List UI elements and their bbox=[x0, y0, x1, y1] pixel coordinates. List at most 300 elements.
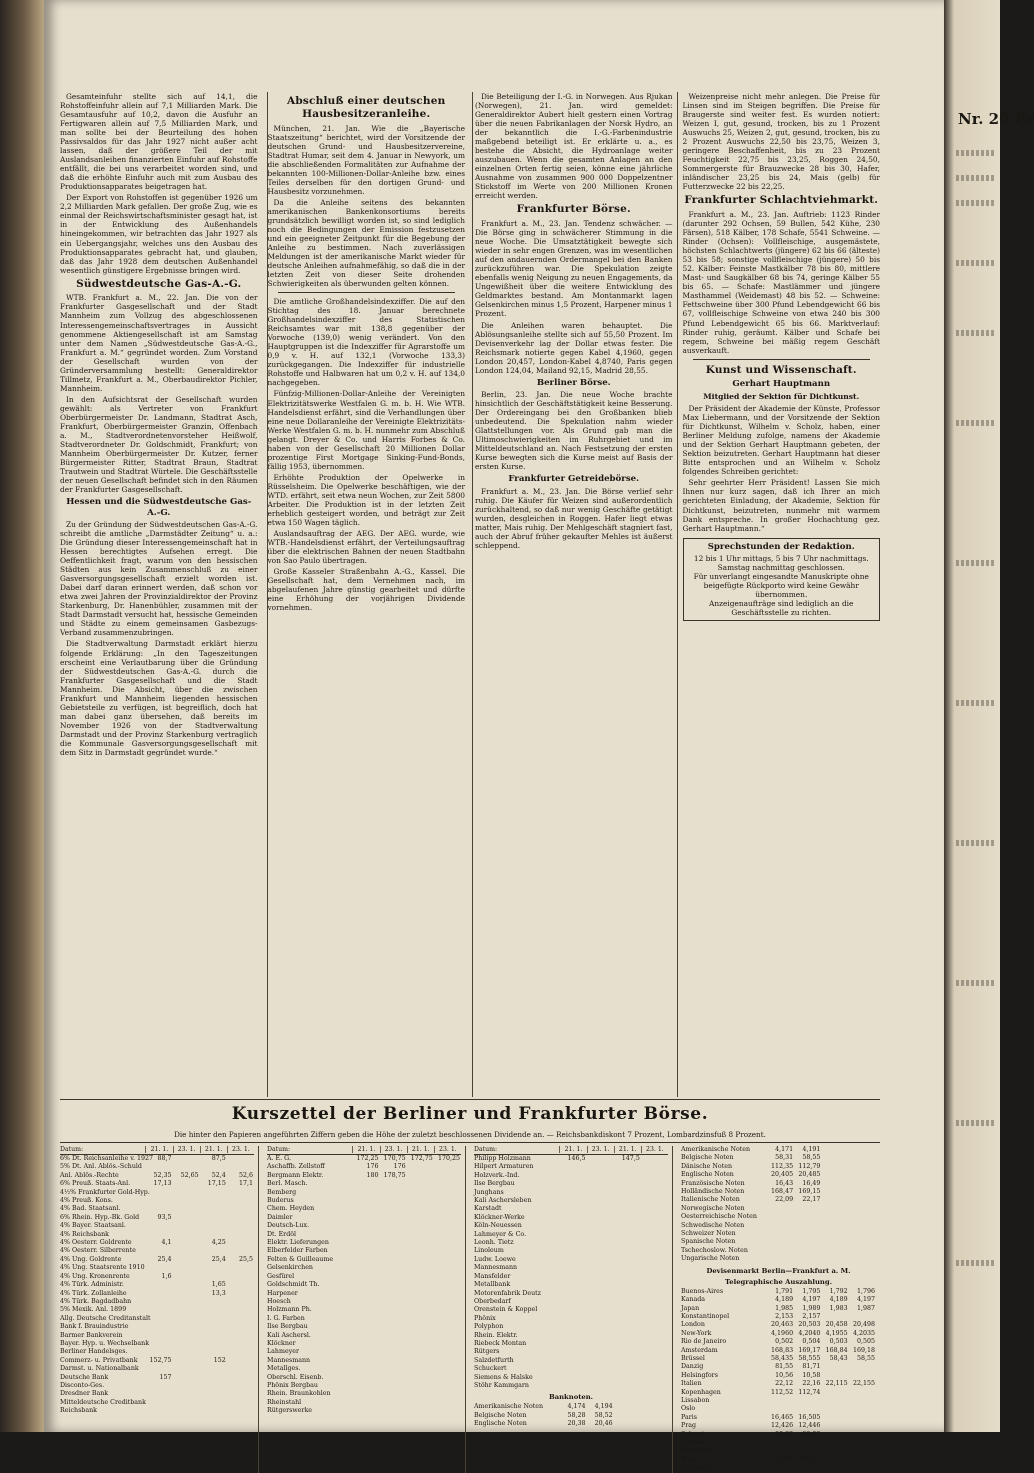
quote-value bbox=[145, 1163, 172, 1171]
quote-row bbox=[681, 1288, 876, 1296]
security-name: I. G. Farben bbox=[267, 1314, 305, 1322]
quote-value bbox=[407, 1348, 434, 1356]
separator bbox=[693, 359, 871, 360]
quote-value bbox=[227, 1315, 254, 1323]
security-name: Metallbank bbox=[474, 1281, 511, 1289]
security-name: Deutsch-Lux. bbox=[267, 1222, 310, 1230]
quote-value bbox=[587, 1281, 614, 1289]
text-stub bbox=[956, 330, 996, 336]
quote-row bbox=[267, 1399, 461, 1407]
quote-row bbox=[267, 1197, 461, 1205]
security-name: Holzverk.-Ind. bbox=[474, 1171, 520, 1179]
quote-row bbox=[681, 1171, 876, 1179]
quote-value bbox=[380, 1214, 407, 1222]
quote-value: 1,796 bbox=[856, 1287, 875, 1295]
quote-row bbox=[474, 1357, 668, 1365]
quote-row bbox=[60, 1323, 254, 1331]
quote-value: 20,46 bbox=[594, 1420, 613, 1428]
quote-value bbox=[587, 1382, 614, 1390]
security-name: Bergmann Elektr. bbox=[267, 1171, 324, 1179]
quote-value bbox=[794, 1230, 821, 1238]
quote-value bbox=[641, 1420, 668, 1428]
quote-value: 168,83 bbox=[771, 1346, 794, 1354]
quote-value bbox=[352, 1399, 379, 1407]
quote-value bbox=[352, 1298, 379, 1306]
quote-value bbox=[849, 1196, 876, 1204]
quote-value bbox=[227, 1407, 254, 1415]
market-table-title: Kurszettel der Berliner und Frankfurter Börse. bbox=[231, 1104, 709, 1124]
quote-value bbox=[587, 1180, 614, 1188]
article-heading: Frankfurter Schlachtviehmarkt. bbox=[684, 194, 879, 207]
quote-value bbox=[200, 1315, 227, 1323]
quote-value bbox=[587, 1205, 614, 1213]
quote-value bbox=[849, 1171, 876, 1179]
quote-value bbox=[587, 1222, 614, 1230]
quote-row bbox=[474, 1374, 668, 1382]
security-name: Ludw. Loewe bbox=[474, 1255, 516, 1263]
quote-value bbox=[559, 1323, 586, 1331]
editorial-notice-box bbox=[683, 538, 881, 622]
quote-value bbox=[173, 1315, 200, 1323]
quote-value bbox=[434, 1197, 461, 1205]
security-name: Amerikanische Noten bbox=[681, 1146, 751, 1153]
quote-value bbox=[352, 1189, 379, 1197]
quote-value: 169,15 bbox=[798, 1188, 821, 1196]
quote-value bbox=[587, 1264, 614, 1272]
header-date: 21. 1. bbox=[614, 1146, 641, 1153]
quote-value bbox=[145, 1231, 172, 1239]
quote-value bbox=[407, 1222, 434, 1230]
quote-value bbox=[434, 1205, 461, 1213]
security-name: 4% Reichsbank bbox=[60, 1230, 109, 1238]
quote-value bbox=[767, 1397, 794, 1405]
quote-value bbox=[407, 1264, 434, 1272]
quote-value bbox=[407, 1172, 434, 1180]
quote-value bbox=[614, 1172, 641, 1180]
article-paragraph: Die Beteiligung der I.-G. in Norwegen. Aus Rjukan (Norwegen), 21. Jan. wird gemeldet: Generaldirektor Aubert hielt gestern einen Vortrag über die neuen Fabrikanlagen der Norsk Hydro, an der bekanntlich die I.-G.-Farbenindustrie maßgebend beteiligt ist. Er erklärte u. a., es bestehe die Absicht, die Hydroanlage weiter auszubauen. Wenn die gesamten Anlagen an den einzelnen Orten fertig seien, könne eine jährliche Ausnahme von zusammen 900 000 Doppelzentner Stickstoff im Werte von 200 Millionen Kronen erreicht werden. bbox=[475, 92, 673, 201]
security-name: 4% Ung. Goldrente bbox=[60, 1255, 122, 1263]
quote-value bbox=[173, 1332, 200, 1340]
quote-value bbox=[587, 1172, 614, 1180]
quote-value bbox=[767, 1213, 794, 1221]
quote-row bbox=[474, 1403, 668, 1411]
quote-value bbox=[380, 1365, 407, 1373]
quote-value bbox=[200, 1231, 227, 1239]
quote-value bbox=[559, 1281, 586, 1289]
quote-row bbox=[474, 1348, 668, 1356]
quote-value bbox=[821, 1247, 848, 1255]
text-stub bbox=[956, 1120, 996, 1126]
quote-value bbox=[173, 1365, 200, 1373]
quote-value bbox=[614, 1214, 641, 1222]
quote-value bbox=[352, 1390, 379, 1398]
quote-value bbox=[380, 1273, 407, 1281]
quote-row bbox=[60, 1222, 254, 1230]
security-name: Italienische Noten bbox=[681, 1196, 740, 1204]
quote-row bbox=[267, 1281, 461, 1289]
security-name: Gelsenkirchen bbox=[267, 1264, 313, 1272]
quote-row bbox=[267, 1382, 461, 1390]
quote-value bbox=[614, 1298, 641, 1306]
quote-value bbox=[641, 1247, 668, 1255]
quote-row bbox=[681, 1205, 876, 1213]
quote-value bbox=[434, 1264, 461, 1272]
quote-value bbox=[380, 1222, 407, 1230]
quote-value bbox=[559, 1214, 586, 1222]
quote-value bbox=[407, 1205, 434, 1213]
security-name: Englische Noten bbox=[474, 1420, 527, 1428]
header-date: 23. 1. bbox=[173, 1146, 200, 1153]
quote-value bbox=[200, 1214, 227, 1222]
quote-value bbox=[352, 1357, 379, 1365]
quote-value: 4,2035 bbox=[852, 1329, 875, 1337]
security-name: Paris bbox=[681, 1413, 697, 1421]
quote-value bbox=[821, 1180, 848, 1188]
quote-row bbox=[474, 1273, 668, 1281]
quote-row bbox=[60, 1407, 254, 1415]
quote-row bbox=[60, 1332, 254, 1340]
quote-value bbox=[587, 1323, 614, 1331]
quote-value bbox=[587, 1348, 614, 1356]
quote-value bbox=[614, 1256, 641, 1264]
quote-value bbox=[434, 1256, 461, 1264]
quote-value: 81,71 bbox=[802, 1363, 821, 1371]
security-name: Reichsbank bbox=[60, 1407, 97, 1415]
quote-row bbox=[681, 1296, 876, 1304]
quote-value bbox=[641, 1365, 668, 1373]
quote-value bbox=[434, 1189, 461, 1197]
quote-value: 0,502 bbox=[775, 1338, 794, 1346]
quote-value bbox=[352, 1239, 379, 1247]
quote-value: 58,28 bbox=[567, 1411, 586, 1419]
quote-value: 52,35 bbox=[153, 1171, 172, 1179]
quote-value: 4,189 bbox=[829, 1296, 848, 1304]
quote-row bbox=[267, 1155, 461, 1163]
quote-value bbox=[434, 1390, 461, 1398]
quote-row bbox=[474, 1239, 668, 1247]
quote-value bbox=[352, 1222, 379, 1230]
quote-value bbox=[380, 1306, 407, 1314]
quote-value bbox=[849, 1188, 876, 1196]
quote-value bbox=[587, 1374, 614, 1382]
column-1 bbox=[60, 92, 258, 1097]
article-paragraph: Frankfurt a. M., 23. Jan. Auftrieb: 1123 Rinder (darunter 292 Ochsen, 59 Bullen, 542 Kühe, 230 Färsen), 518 Kälber, 178 Schafe, 5541 Schweine. — Rinder (Ochsen): Vollfleischige, ausgemästete, höchsten Schlachtwerts (jüngere) 62 bis 66 (älteste) 53 bis 58; sonstige vollfleischige (jüngere) 50 bis 52. Kälber: Feinste Mastkälber 78 bis 80, mittlere Mast- und Saugkälber 68 bis 74, geringe Kälber 55 bis 65. — Schafe: Mastlämmer und jüngere Masthammel (Weidemast) 48 bis 52. — Schweine: Fettschweine über 300 Pfund Lebendgewicht 66 bis 67, vollfleischige Schweine von etwa 240 bis 300 Pfund Lebendgewicht 65 bis 66. Marktverlauf: Rinder ruhig, geräumt. Kälber und Schafe bei regem, Schweine bei mäßig regem Geschäft ausverkauft. bbox=[682, 210, 880, 355]
quote-row bbox=[60, 1172, 254, 1180]
quote-row bbox=[267, 1290, 461, 1298]
quote-value bbox=[821, 1255, 848, 1263]
quote-row bbox=[60, 1357, 254, 1365]
quote-row bbox=[474, 1298, 668, 1306]
quote-value bbox=[407, 1382, 434, 1390]
quote-value bbox=[200, 1205, 227, 1213]
quote-value: 22,09 bbox=[775, 1196, 794, 1204]
quote-value: 58,31 bbox=[775, 1154, 794, 1162]
security-name: Danzig bbox=[681, 1363, 704, 1371]
quote-value bbox=[227, 1163, 254, 1171]
quote-value: 22,16 bbox=[802, 1380, 821, 1388]
quote-value bbox=[587, 1247, 614, 1255]
quote-value bbox=[227, 1390, 254, 1398]
market-table-subtitle: Die hinter den Papieren angeführten Ziffern geben die Höhe der zuletzt beschlossenen Dividende an. — Reichsbankdiskont 7 Prozent, Lombardzinsfuß 8 Prozent. bbox=[174, 1130, 766, 1139]
quote-value bbox=[849, 1363, 876, 1371]
quote-value bbox=[380, 1374, 407, 1382]
quote-value bbox=[352, 1256, 379, 1264]
quote-value: 172,25 bbox=[356, 1155, 379, 1162]
quote-value bbox=[173, 1222, 200, 1230]
section-rule bbox=[60, 1099, 880, 1100]
quote-value bbox=[849, 1247, 876, 1255]
quote-value bbox=[614, 1222, 641, 1230]
quote-value: 12,446 bbox=[798, 1422, 821, 1430]
security-name: Deutsche Bank bbox=[60, 1373, 109, 1381]
quote-row bbox=[474, 1281, 668, 1289]
quote-row bbox=[267, 1264, 461, 1272]
security-name: Berl. Masch. bbox=[267, 1180, 308, 1188]
quote-value bbox=[380, 1290, 407, 1298]
quote-value bbox=[145, 1315, 172, 1323]
quote-value bbox=[849, 1439, 876, 1447]
quote-value bbox=[227, 1222, 254, 1230]
quote-value bbox=[641, 1340, 668, 1348]
security-name: Holzmann Ph. bbox=[267, 1306, 312, 1314]
quote-value: 88,7 bbox=[157, 1155, 172, 1162]
quote-value bbox=[821, 1363, 848, 1371]
quote-row bbox=[681, 1213, 876, 1221]
quote-row bbox=[60, 1340, 254, 1348]
quote-row bbox=[267, 1315, 461, 1323]
quote-row bbox=[474, 1382, 668, 1390]
security-name: Elektr. Lieferungen bbox=[267, 1239, 329, 1247]
security-name: Siemens & Halske bbox=[474, 1373, 533, 1381]
quote-row bbox=[681, 1363, 876, 1371]
quote-value bbox=[794, 1464, 821, 1472]
quote-row bbox=[474, 1214, 668, 1222]
quote-value bbox=[641, 1264, 668, 1272]
quote-value bbox=[200, 1163, 227, 1171]
quote-value: 4,191 bbox=[802, 1146, 821, 1153]
quote-value bbox=[145, 1332, 172, 1340]
quote-value: 1,6 bbox=[161, 1272, 172, 1280]
quote-value bbox=[614, 1306, 641, 1314]
security-name: New-York bbox=[681, 1329, 712, 1337]
quote-value bbox=[380, 1348, 407, 1356]
quote-row bbox=[681, 1439, 876, 1447]
quote-value bbox=[641, 1273, 668, 1281]
quote-value bbox=[767, 1230, 794, 1238]
quote-row bbox=[60, 1155, 254, 1163]
security-name: 4% Oesterr. Silberrente bbox=[60, 1247, 136, 1255]
quote-value bbox=[614, 1231, 641, 1239]
header-date: 21. 1. bbox=[352, 1146, 379, 1153]
text-stub bbox=[956, 175, 996, 181]
quote-value bbox=[559, 1290, 586, 1298]
quote-row bbox=[474, 1172, 668, 1180]
quote-value bbox=[641, 1323, 668, 1331]
quote-row bbox=[681, 1188, 876, 1196]
quote-row bbox=[267, 1340, 461, 1348]
security-name: 6% Preuß. Staats-Anl. bbox=[60, 1180, 131, 1188]
quote-rows bbox=[60, 1155, 254, 1416]
article-paragraph: München, 21. Jan. Wie die „Bayerische Staatszeitung“ berichtet, wird der Vorsitzende der deutschen Grund- und Hausbesitzervereine, Stadtrat Humar, seit dem 4. Januar in Newyork, um die abschließenden Formalitäten zur Aufnahme der bekannten 100-Millionen-Dollar-Anleihe bzw. eines Teiles derselben für den dortigen Grund- und Hausbesitz vorzunehmen. bbox=[267, 123, 465, 196]
quote-value bbox=[434, 1163, 461, 1171]
quote-row bbox=[681, 1355, 876, 1363]
quote-value bbox=[614, 1348, 641, 1356]
quote-value bbox=[145, 1222, 172, 1230]
quote-value bbox=[227, 1323, 254, 1331]
article-paragraph: Frankfurt a. M., 23. Jan. Tendenz schwächer. — Die Börse ging in schwächerer Stimmung in die neue Woche. Die Umsatztätigkeit bewegte sich wieder in sehr engen Grenzen, was im wesentlichen auf den andauernden Ordermangel bei den Banken zurückzuführen war. Die Spekulation zeigte ebenfalls wenig Neigung zu neuen Engagements, da Ungewißheit über die weitere Entwicklung des Geldmarktes bestand. Am Montanmarkt lagen Gelsenkirchen minus 1,5 Prozent, Harpener minus 1 Prozent. bbox=[475, 219, 673, 319]
quote-value bbox=[821, 1372, 848, 1380]
quote-value: 58,43 bbox=[829, 1354, 848, 1362]
quote-value: 16,43 bbox=[775, 1179, 794, 1187]
quote-value bbox=[407, 1256, 434, 1264]
quote-row bbox=[267, 1247, 461, 1255]
quote-value bbox=[641, 1180, 668, 1188]
quote-value bbox=[407, 1357, 434, 1365]
quote-value: 112,74 bbox=[798, 1388, 821, 1396]
quote-header bbox=[474, 1146, 668, 1155]
security-name: Salzdetfurth bbox=[474, 1356, 514, 1364]
quote-value bbox=[849, 1405, 876, 1413]
quote-rows bbox=[474, 1155, 668, 1390]
security-name: Rhein. Elektr. bbox=[474, 1331, 518, 1339]
security-name: 4% Türk. Administr. bbox=[60, 1281, 124, 1289]
header-date: 21. 1. bbox=[200, 1146, 227, 1153]
security-name: Englische Noten bbox=[681, 1171, 734, 1179]
quote-value bbox=[767, 1238, 794, 1246]
quote-value bbox=[380, 1315, 407, 1323]
quote-value bbox=[380, 1264, 407, 1272]
quote-value bbox=[227, 1298, 254, 1306]
quote-row bbox=[681, 1180, 876, 1188]
security-name: Buenos-Aires bbox=[681, 1287, 724, 1295]
quote-value bbox=[227, 1357, 254, 1365]
quote-row bbox=[681, 1456, 876, 1464]
quote-value bbox=[173, 1256, 200, 1264]
quote-value bbox=[767, 1405, 794, 1413]
quote-row bbox=[60, 1256, 254, 1264]
security-name: Mansfelder bbox=[474, 1272, 511, 1280]
text-stub bbox=[956, 200, 996, 206]
quote-value: 152,75 bbox=[149, 1356, 172, 1364]
quote-value bbox=[641, 1189, 668, 1197]
quote-value bbox=[407, 1290, 434, 1298]
security-name: Holländische Noten bbox=[681, 1188, 745, 1196]
quote-value bbox=[407, 1273, 434, 1281]
quote-value: 112,79 bbox=[798, 1162, 821, 1170]
security-name: Norwegische Noten bbox=[681, 1204, 745, 1212]
quote-value bbox=[614, 1247, 641, 1255]
quote-value bbox=[200, 1348, 227, 1356]
security-name: Felten & Guilleaume bbox=[267, 1255, 334, 1263]
quote-value bbox=[767, 1447, 794, 1455]
quote-value: 59,215 bbox=[798, 1455, 821, 1463]
quote-value bbox=[849, 1146, 876, 1154]
stock-quote-table bbox=[60, 1146, 880, 1472]
quote-value bbox=[352, 1273, 379, 1281]
quote-value bbox=[641, 1306, 668, 1314]
quote-value bbox=[173, 1163, 200, 1171]
quote-value bbox=[227, 1365, 254, 1373]
quote-row bbox=[60, 1264, 254, 1272]
security-name: Rheinstahl bbox=[267, 1398, 302, 1406]
quote-value bbox=[173, 1390, 200, 1398]
quote-value bbox=[614, 1357, 641, 1365]
quote-value bbox=[227, 1189, 254, 1197]
quote-row bbox=[267, 1390, 461, 1398]
quote-row bbox=[60, 1315, 254, 1323]
quote-value bbox=[145, 1365, 172, 1373]
quote-value bbox=[849, 1255, 876, 1263]
header-date: 23. 1. bbox=[641, 1146, 668, 1153]
quote-value: 1,792 bbox=[829, 1287, 848, 1295]
quote-value: 169,17 bbox=[798, 1346, 821, 1354]
quote-value bbox=[614, 1180, 641, 1188]
quote-value bbox=[587, 1290, 614, 1298]
security-name: Commerz- u. Privatbank bbox=[60, 1356, 138, 1364]
quote-value bbox=[559, 1205, 586, 1213]
quote-column-3 bbox=[474, 1146, 673, 1473]
devisen-title: Devisenmarkt Berlin—Frankfurt a. M. bbox=[706, 1266, 851, 1275]
quote-row bbox=[681, 1405, 876, 1413]
quote-value bbox=[380, 1390, 407, 1398]
quote-value: 58,435 bbox=[771, 1354, 794, 1362]
quote-value: 20,498 bbox=[852, 1321, 875, 1329]
article-paragraph: Weizenpreise nicht mehr anlegen. Die Preise für Linsen sind im Steigen begriffen. Die Preise für Braugerste sind weiter fest. Es wurden notiert: Weizen I, gut, gesund, trocken, bis zu 1 Prozent Auswuchs 25, Weizen 2, gut, gesund, trocken, bis zu 2 Prozent Auswuchs 22,50 bis 23,75, Weizen 3, geringere Beschaffenheit, bis zu 23 Prozent Feuchtigkeit 22,75 bis 23,25, Roggen 24,50, Sommergerste für Brauzwecke 28 bis 30, Hafer, inländischer 23,25 bis 24, Mais (gelb) für Futterzwecke 22 bis 22,25. bbox=[682, 92, 880, 192]
quote-value bbox=[614, 1281, 641, 1289]
quote-value: 169,18 bbox=[852, 1346, 875, 1354]
quote-value bbox=[434, 1357, 461, 1365]
quote-value bbox=[641, 1222, 668, 1230]
security-name: Ilse Bergbau bbox=[267, 1323, 308, 1331]
security-name: Aschaffb. Zellstoff bbox=[267, 1163, 325, 1171]
article-paragraph: WTB. Frankfurt a. M., 22. Jan. Die von der Frankfurter Gasgesellschaft und der Stadt Mannheim zum Vollzug des abgeschlossenen Interessengemeinschaftsvertrages in Aussicht genommene Aktiengesellschaft ist am Samstag unter dem Namen „Südwestdeutsche Gas-A.-G., Frankfurt a. M.“ gegründet worden. Zum Vorstand der Gesellschaft wurden von der Gründerversammlung bestellt: Generaldirektor Tillmetz, Frankfurt a. M., Oberbaudirektor Pichler, Mannheim. bbox=[60, 293, 258, 393]
quote-rows bbox=[474, 1403, 668, 1428]
article-heading: Frankfurter Getreidebörse. bbox=[508, 474, 640, 485]
quote-value bbox=[145, 1197, 172, 1205]
quote-row bbox=[267, 1205, 461, 1213]
quote-value bbox=[352, 1205, 379, 1213]
quote-value bbox=[849, 1163, 876, 1171]
quote-value bbox=[641, 1374, 668, 1382]
security-name: 4% Türk. Bagdadbahn bbox=[60, 1297, 132, 1305]
security-name: Harpener bbox=[267, 1289, 298, 1297]
quote-value: 170,25 bbox=[437, 1155, 460, 1162]
quote-row bbox=[474, 1264, 668, 1272]
quote-value bbox=[614, 1332, 641, 1340]
security-name: 4% Preuß. Kons. bbox=[60, 1197, 113, 1205]
quote-column-2 bbox=[267, 1146, 466, 1473]
quote-row bbox=[681, 1255, 876, 1263]
quote-row bbox=[681, 1247, 876, 1255]
quote-value bbox=[614, 1374, 641, 1382]
quote-value bbox=[821, 1414, 848, 1422]
security-name: Rütgerswerke bbox=[267, 1407, 312, 1415]
quote-value bbox=[173, 1306, 200, 1314]
quote-value bbox=[559, 1298, 586, 1306]
quote-value: 4,197 bbox=[856, 1296, 875, 1304]
text-stub bbox=[956, 150, 996, 156]
quote-value bbox=[145, 1323, 172, 1331]
quote-value bbox=[407, 1247, 434, 1255]
quote-value bbox=[849, 1180, 876, 1188]
quote-row bbox=[60, 1180, 254, 1188]
quote-value bbox=[559, 1365, 586, 1373]
quote-value bbox=[173, 1155, 200, 1163]
quote-row bbox=[60, 1399, 254, 1407]
quote-value: 58,555 bbox=[798, 1354, 821, 1362]
quote-value bbox=[614, 1412, 641, 1420]
article-paragraph: Die Anleihen waren behauptet. Die Ablösungsanleihe stellte sich auf 55,50 Prozent. Im Devisenverkehr lag der Dollar etwas fester. Die Reichsmark notierte gegen Kabel 4,1960, gegen London 20,457, London-Kabel 4,8740, Paris gegen London 124,04, Mailand 92,15, Madrid 28,55. bbox=[475, 320, 673, 375]
